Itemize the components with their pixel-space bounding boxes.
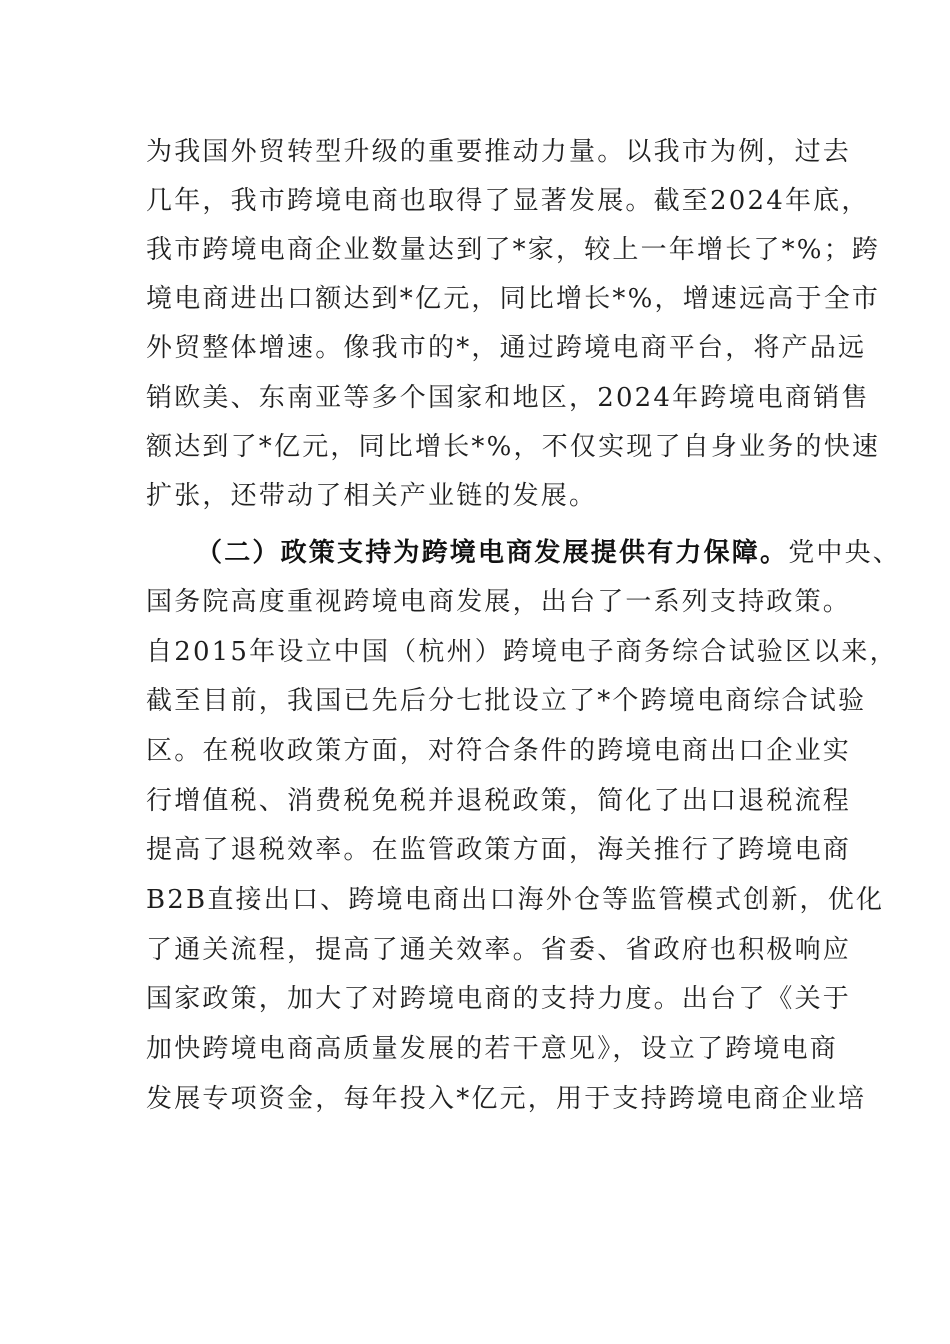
paragraph-2-line-8: B2B直接出口、跨境电商出口海外仓等监管模式创新，优化 <box>146 885 885 915</box>
paragraph-1-line-5: 外贸整体增速。像我市的*，通过跨境电商平台，将产品远 <box>146 333 867 363</box>
paragraph-2-line-7: 提高了退税效率。在监管政策方面，海关推行了跨境电商 <box>146 835 852 865</box>
paragraph-2-line-2: 国务院高度重视跨境电商发展，出台了一系列支持政策。 <box>146 587 852 617</box>
paragraph-2-line-10: 国家政策，加大了对跨境电商的支持力度。出台了《关于 <box>146 984 852 1014</box>
paragraph-2-line-6: 行增值税、消费税免税并退税政策，简化了出口退税流程 <box>146 786 852 816</box>
paragraph-2-first-line-rest: 党中央、 <box>788 538 902 568</box>
paragraph-2-line-11: 加快跨境电商高质量发展的若干意见》，设立了跨境电商 <box>146 1034 839 1064</box>
paragraph-1-line-8: 扩张，还带动了相关产业链的发展。 <box>146 481 598 511</box>
paragraph-1-line-3: 我市跨境电商企业数量达到了*家，较上一年增长了*%；跨 <box>146 235 881 265</box>
paragraph-1-line-4: 境电商进出口额达到*亿元，同比增长*%，增速远高于全市 <box>146 284 881 314</box>
paragraph-2-line-9: 了通关流程，提高了通关效率。省委、省政府也积极响应 <box>146 935 852 965</box>
paragraph-1-line-6: 销欧美、东南亚等多个国家和地区，2024年跨境电商销售 <box>146 383 870 413</box>
paragraph-1-line-2: 几年，我市跨境电商也取得了显著发展。截至2024年底， <box>146 186 870 216</box>
paragraph-1-line-1: 为我国外贸转型升级的重要推动力量。以我市为例，过去 <box>146 137 852 167</box>
paragraph-1-line-7: 额达到了*亿元，同比增长*%，不仅实现了自身业务的快速 <box>146 432 881 462</box>
paragraph-2-line-5: 区。在税收政策方面，对符合条件的跨境电商出口企业实 <box>146 736 852 766</box>
paragraph-2-line-12: 发展专项资金，每年投入*亿元，用于支持跨境电商企业培 <box>146 1084 867 1114</box>
section-heading: （二）政策支持为跨境电商发展提供有力保障。 <box>196 538 789 568</box>
paragraph-2-line-3: 自2015年设立中国（杭州）跨境电子商务综合试验区以来， <box>146 637 898 667</box>
paragraph-2-first-line <box>196 533 901 573</box>
paragraph-2-line-4: 截至目前，我国已先后分七批设立了*个跨境电商综合试验 <box>146 686 867 716</box>
